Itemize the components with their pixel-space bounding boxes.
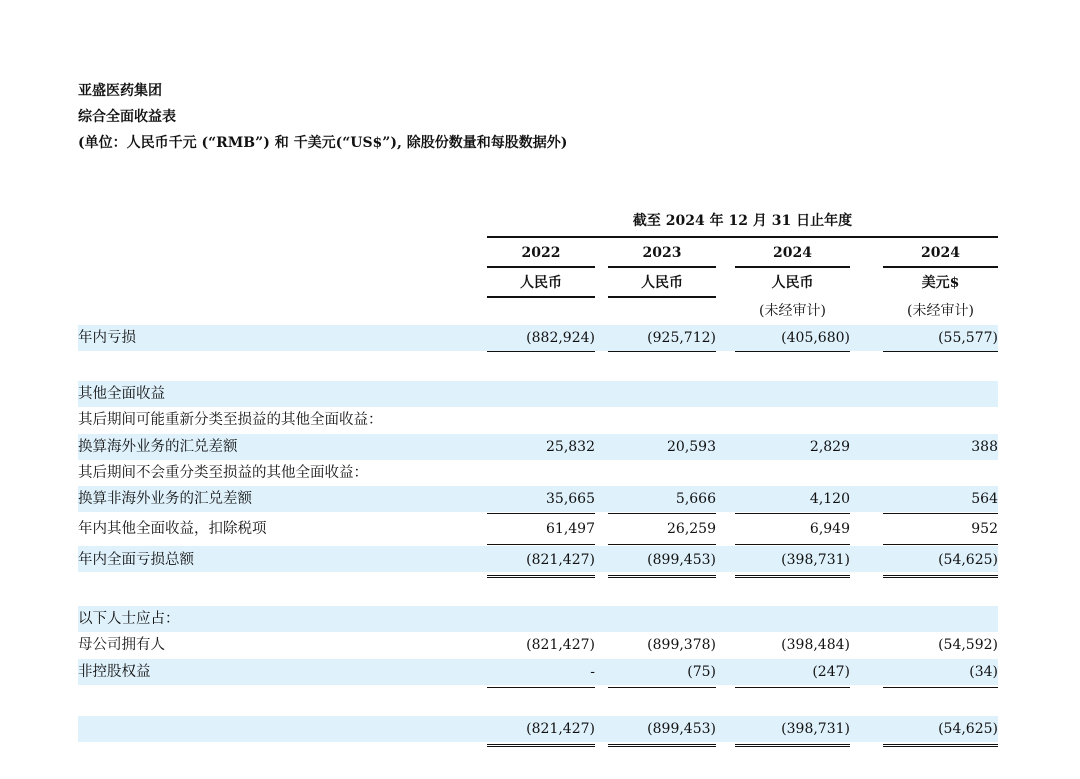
- owners-2024: (398,484): [781, 637, 850, 653]
- double-underline: [487, 575, 595, 578]
- grand-total-2023: (899,453): [647, 721, 716, 737]
- row-band: [78, 606, 998, 632]
- col-rule: [608, 266, 716, 268]
- row-label-total-loss: 年内全面亏损总额: [78, 552, 194, 568]
- owners-2022: (821,427): [526, 637, 595, 653]
- owners-2024-usd: (54,592): [938, 637, 998, 653]
- grand-total-2024-usd: (54,625): [938, 721, 998, 737]
- col-year-2024: 2024: [773, 245, 812, 261]
- col-year-2023: 2023: [642, 245, 682, 261]
- col-currency-2024-usd: 美元$: [921, 275, 960, 291]
- loss-2024-usd: (55,577): [938, 330, 998, 346]
- underline: [487, 544, 595, 545]
- row-label-nci: 非控股权益: [78, 664, 151, 680]
- col-currency-2023: 人民币: [641, 275, 683, 291]
- oci-net-2024: 6,949: [809, 521, 850, 537]
- loss-2023: (925,712): [647, 330, 716, 346]
- col-year-2022: 2022: [521, 245, 561, 261]
- underline: [735, 351, 850, 352]
- owners-2023: (899,378): [647, 637, 716, 653]
- underline: [608, 351, 716, 352]
- nci-2022: -: [590, 664, 595, 680]
- statement-title: 综合全面收益表: [78, 109, 176, 125]
- row-band: [78, 381, 998, 407]
- fx-nonforeign-2022: 35,665: [546, 491, 595, 507]
- col-currency-2022: 人民币: [520, 275, 562, 291]
- underline: [608, 687, 716, 688]
- nci-2024: (247): [812, 664, 850, 680]
- underline: [608, 513, 716, 514]
- row-label-loss: 年内亏损: [78, 330, 136, 346]
- underline: [487, 351, 595, 352]
- period-rule: [487, 236, 998, 238]
- underline: [735, 513, 850, 514]
- col-currency-2024: 人民币: [771, 275, 814, 291]
- period-label: 截至 2024 年 12 月 31 日止年度: [632, 213, 853, 229]
- underline: [487, 687, 595, 688]
- col-note-2024: (未经审计): [759, 303, 826, 319]
- fx-foreign-2024: 2,829: [809, 439, 850, 455]
- nci-2024-usd: (34): [969, 664, 998, 680]
- double-underline: [883, 575, 998, 578]
- underline: [735, 544, 850, 545]
- fx-foreign-2022: 25,832: [546, 439, 595, 455]
- section-attributable: 以下人士应占：: [78, 611, 180, 627]
- nci-2023: (75): [687, 664, 716, 680]
- oci-net-2024-usd: 952: [971, 521, 998, 537]
- col-rule: [487, 296, 595, 298]
- col-year-2024-usd: 2024: [921, 245, 960, 261]
- oci-net-2023: 26,259: [667, 521, 716, 537]
- underline: [735, 687, 850, 688]
- row-label-owners: 母公司拥有人: [78, 637, 165, 653]
- underline: [883, 513, 998, 514]
- unit-note: (单位：人民币千元 (“RMB”) 和 千美元(“US$”), 除股份数量和每股数据外): [78, 135, 568, 151]
- section-nonreclass: 其后期间不会重分类至损益的其他全面收益：: [78, 465, 368, 481]
- section-oci: 其他全面收益: [78, 386, 165, 402]
- grand-total-2024: (398,731): [781, 721, 850, 737]
- underline: [883, 687, 998, 688]
- col-note-2024-usd: (未经审计): [907, 303, 974, 319]
- total-loss-2024: (398,731): [781, 552, 850, 568]
- double-underline: [883, 744, 998, 747]
- row-label-fx-nonforeign: 换算非海外业务的汇兑差额: [78, 491, 252, 507]
- underline: [883, 544, 998, 545]
- company-name: 亚盛医药集团: [78, 83, 162, 99]
- fx-nonforeign-2023: 5,666: [675, 491, 716, 507]
- underline: [608, 544, 716, 545]
- row-label-fx-foreign: 换算海外业务的汇兑差额: [78, 439, 238, 455]
- fx-nonforeign-2024-usd: 564: [971, 491, 998, 507]
- col-rule: [487, 266, 595, 268]
- total-loss-2024-usd: (54,625): [938, 552, 998, 568]
- double-underline: [487, 744, 595, 747]
- total-loss-2023: (899,453): [647, 552, 716, 568]
- col-rule: [735, 266, 850, 268]
- row-label-oci-net: 年内其他全面收益，扣除税项: [78, 521, 267, 537]
- fx-foreign-2024-usd: 388: [971, 439, 998, 455]
- loss-2022: (882,924): [526, 330, 595, 346]
- section-reclass: 其后期间可能重新分类至损益的其他全面收益：: [78, 412, 383, 428]
- fx-foreign-2023: 20,593: [667, 439, 716, 455]
- double-underline: [735, 744, 850, 747]
- fx-nonforeign-2024: 4,120: [809, 491, 850, 507]
- double-underline: [735, 575, 850, 578]
- total-loss-2022: (821,427): [526, 552, 595, 568]
- double-underline: [608, 744, 716, 747]
- oci-net-2022: 61,497: [546, 521, 595, 537]
- underline: [883, 351, 998, 352]
- grand-total-2022: (821,427): [526, 721, 595, 737]
- underline: [487, 513, 595, 514]
- col-rule: [883, 266, 998, 268]
- loss-2024: (405,680): [781, 330, 850, 346]
- col-rule: [608, 296, 716, 298]
- double-underline: [608, 575, 716, 578]
